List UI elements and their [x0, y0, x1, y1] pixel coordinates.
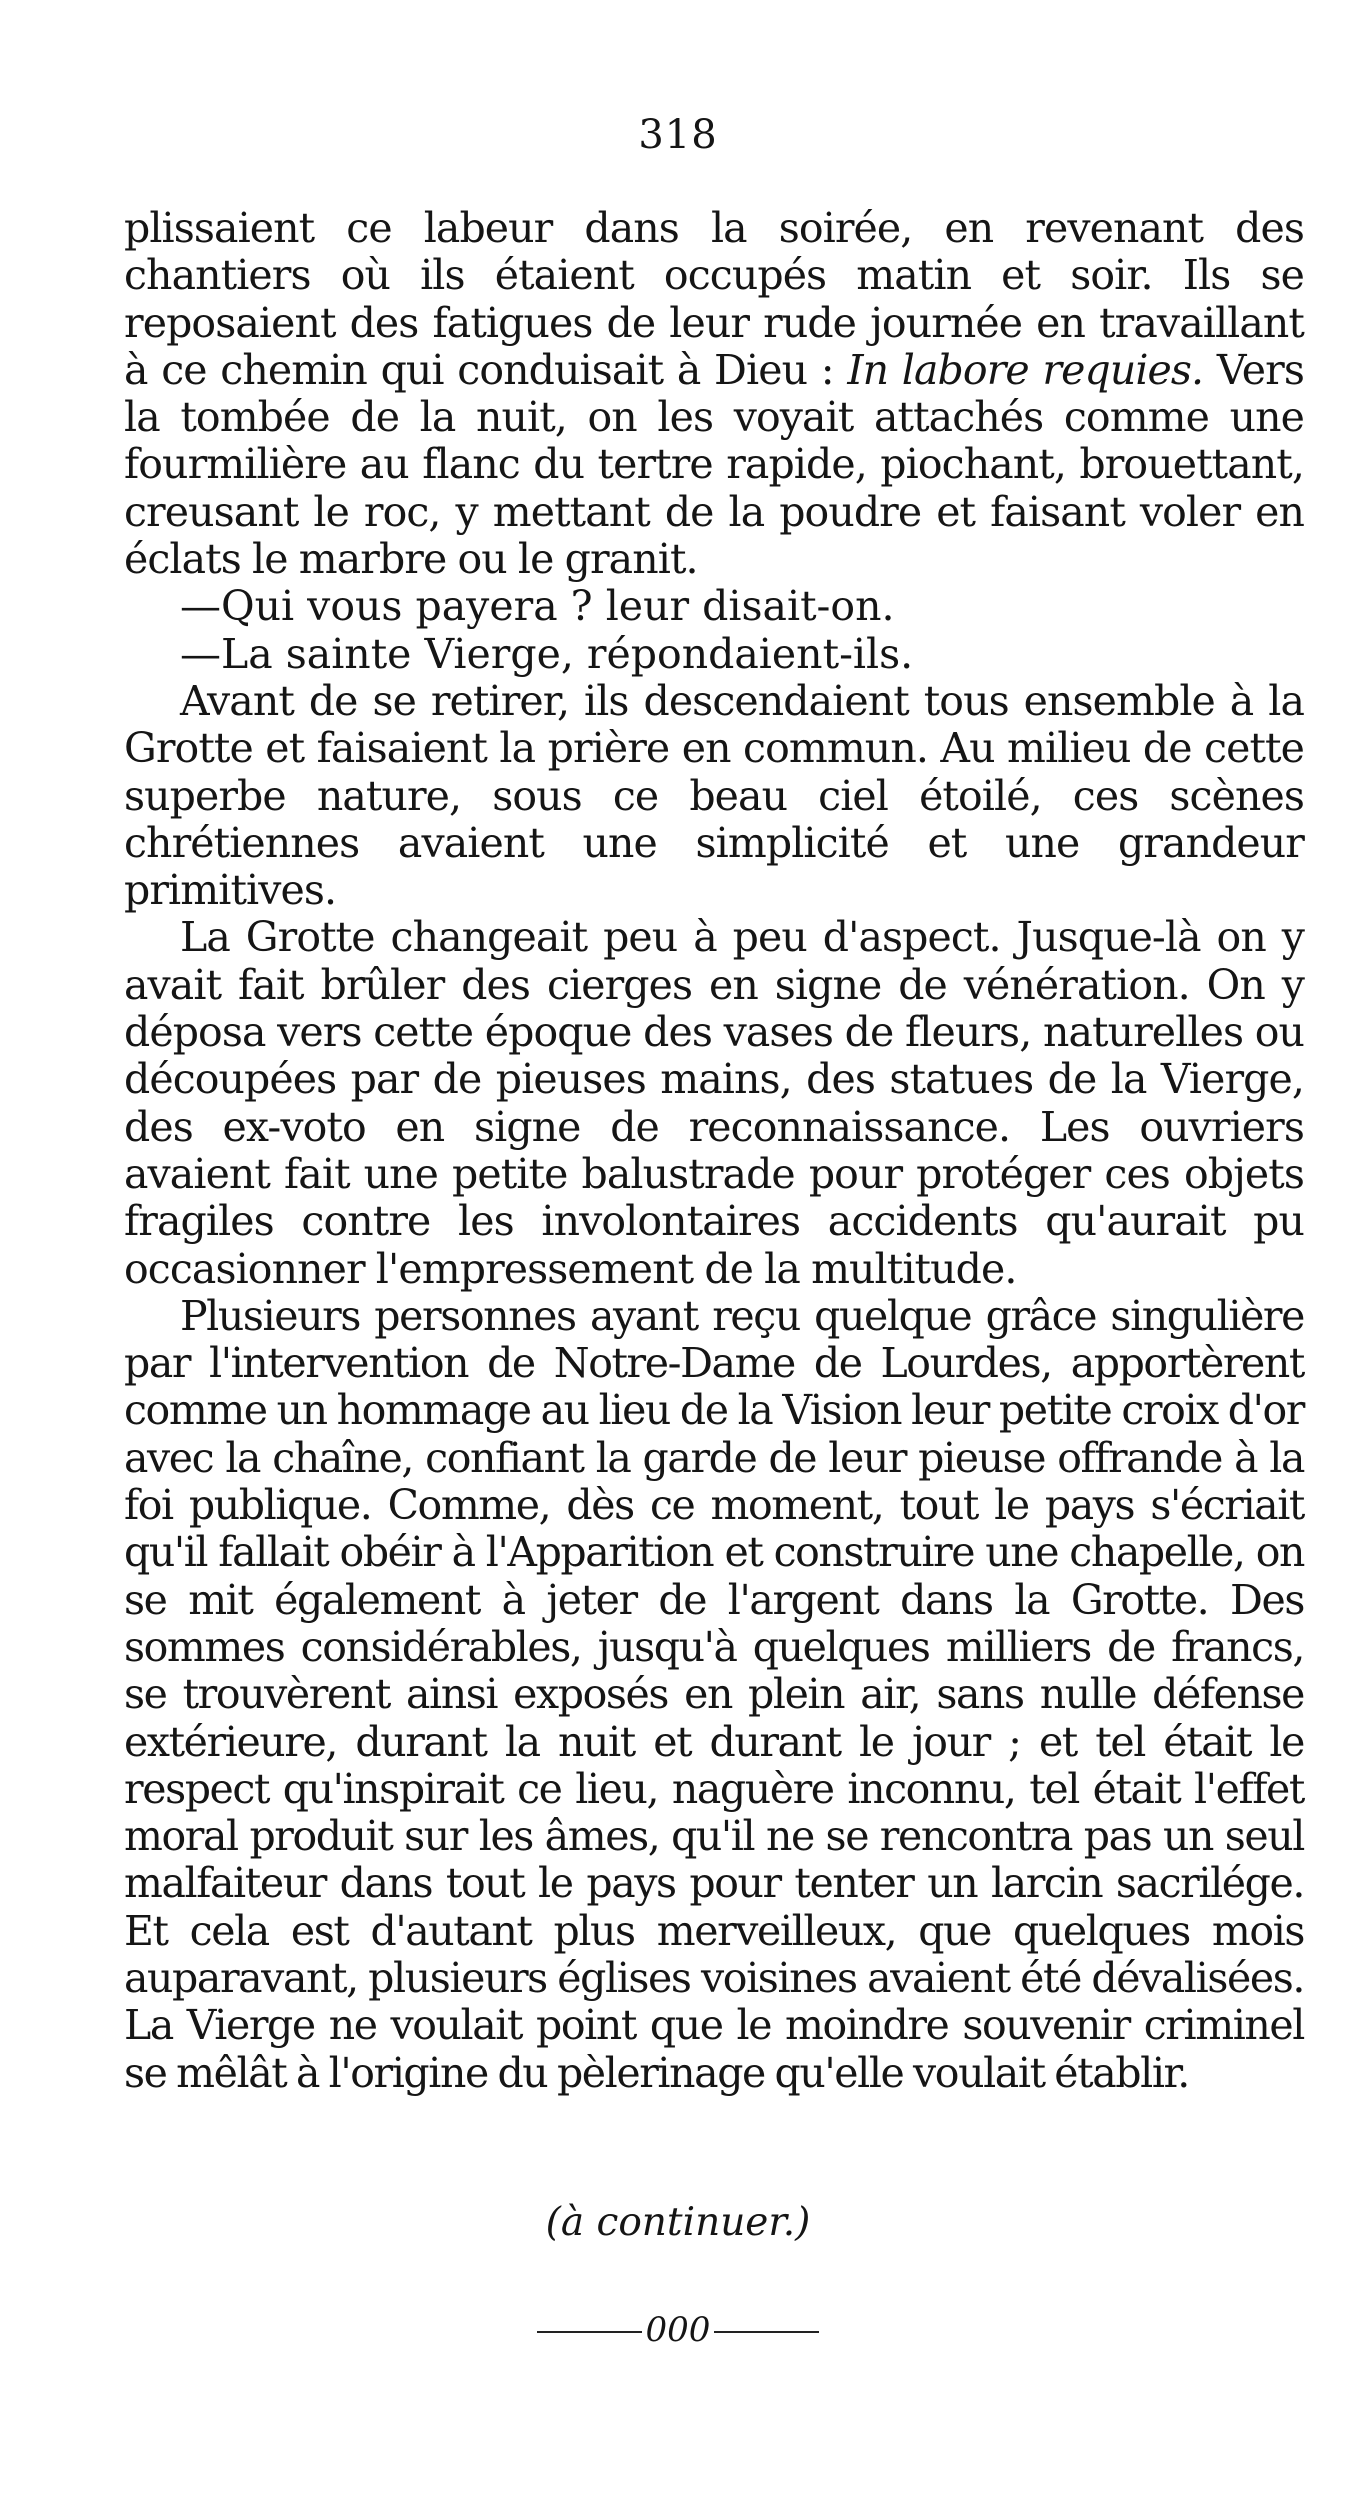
to-be-continued: (à continuer.)	[545, 2200, 811, 2245]
ornament-text: 000	[645, 2310, 711, 2350]
rule-right	[714, 2331, 819, 2333]
paragraph-answer: —La sainte Vierge, répondaient-ils.	[180, 629, 914, 678]
body-text	[124, 205, 1304, 2097]
paragraph-question: —Qui vous payera ? leur disait-on.	[180, 582, 895, 631]
page-number: 318	[638, 112, 718, 158]
rule-left	[537, 2331, 642, 2333]
latin-motto: In labore requies.	[847, 345, 1204, 394]
paragraph-offrandes: Plusieurs personnes ayant reçu quelque grâce singulière par l'intervention de Notre-Dame de Lourdes, apportèrent comme un hommage au lieu de la Vision leur petite croix d'or avec la chaîne, confiant la garde de leur pieuse offrande à la foi publique. Comme, dès ce moment, tout le pays s'écriait qu'il fallait obéir à l'Apparition et construire une chapelle, on se mit également à jeter de l'argent dans la Grotte. Des sommes considérables, jusqu'à quelques milliers de francs, se trouvèrent ainsi exposés en plein air, sans nulle défense extérieure, durant la nuit et durant le jour ; et tel était le respect qu'inspirait ce lieu, naguère inconnu, tel était l'effet moral produit sur les âmes, qu'il ne se rencontra pas un seul malfaiteur dans tout le pays pour tenter un larcin sacrilége. Et cela est d'autant plus merveilleux, que quelques mois auparavant, plusieurs églises voisines avaient été dévalisées. La Vierge ne voulait point que le moindre souvenir criminel se mêlât à l'origine du pèlerinage qu'elle voulait établir.	[124, 1291, 1304, 2097]
paragraph-priere: Avant de se retirer, ils descendaient tous ensemble à la Grotte et faisaient la prière en commun. Au milieu de cette superbe nature, sous ce beau ciel étoilé, ces scènes chrétiennes avaient une simplicité et une grandeur primitives.	[124, 676, 1304, 915]
ornament-rule	[0, 2310, 1356, 2350]
paragraph-chantiers: plissaient ce labeur dans la soirée, en revenant des chantiers où ils étaient occupés matin et soir. Ils se reposaient des fatigues de leur rude journée en travaillant à ce chemin qui conduisait à Dieu : In labore requies. Vers la tombée de la nuit, on les voyait attachés comme une fourmilière au flanc du tertre rapide, piochant, brouettant, creusant le roc, y mettant de la poudre et faisant voler en éclats le marbre ou le granit.	[124, 204, 1304, 584]
paragraph-grotte: La Grotte changeait peu à peu d'aspect. Jusque-là on y avait fait brûler des cierges en signe de vénération. On y déposa vers cette époque des vases de fleurs, naturelles ou découpées par de pieuses mains, des statues de la Vierge, des ex-voto en signe de reconnaissance. Les ouvriers avaient fait une petite balustrade pour protéger ces objets fragiles contre les involontaires accidents qu'aurait pu occasionner l'empressement de la multitude.	[124, 913, 1304, 1293]
